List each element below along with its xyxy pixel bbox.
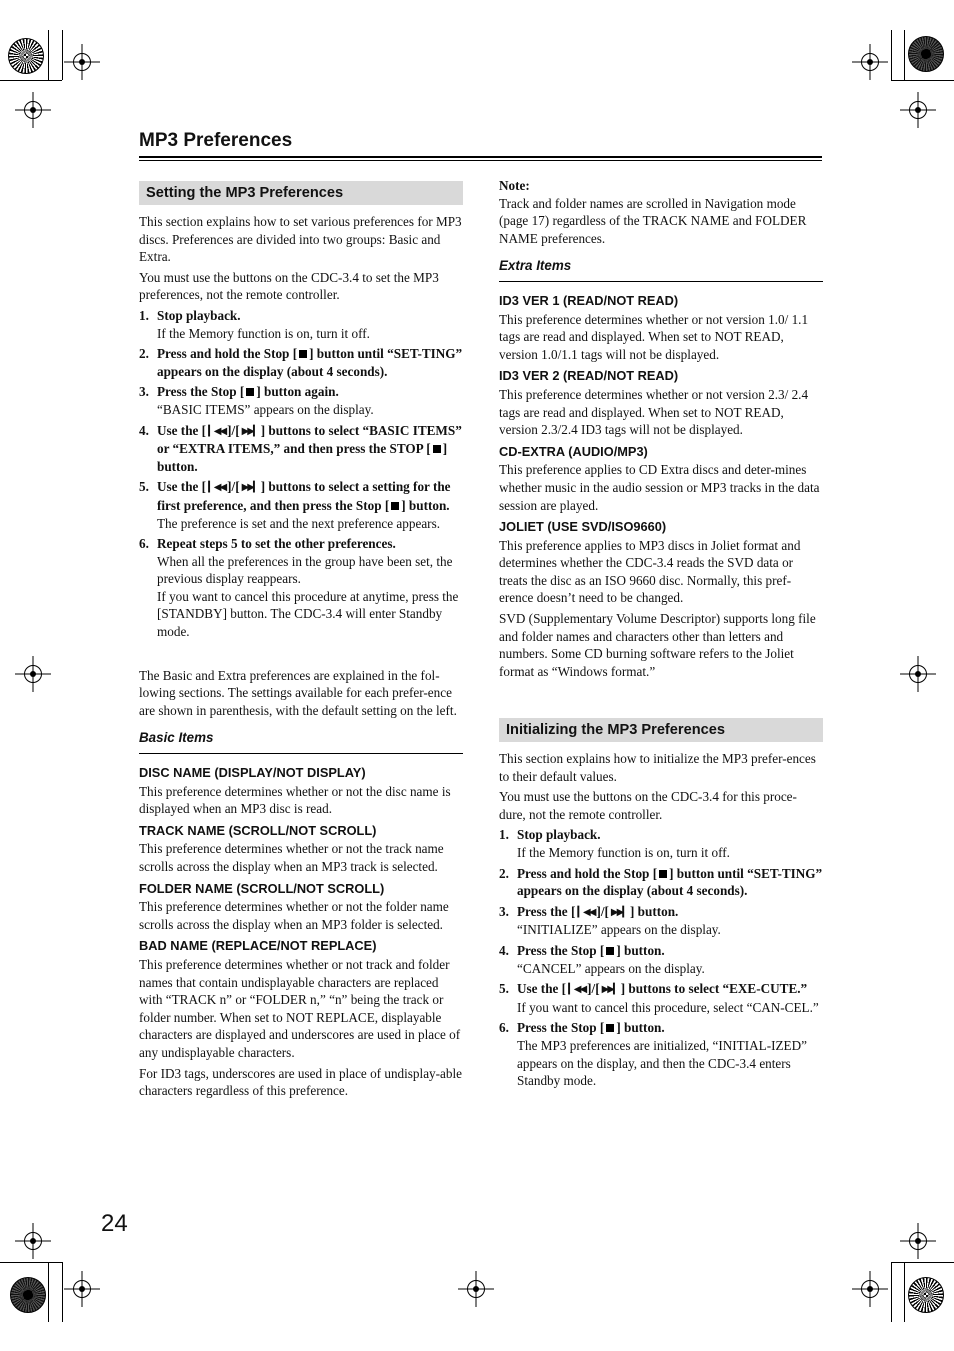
preference-title: FOLDER NAME (SCROLL/NOT SCROLL): [139, 880, 385, 896]
crop-mark: [891, 1262, 892, 1322]
step-number: 4.: [139, 422, 149, 438]
crop-mark: [891, 1262, 954, 1263]
step: [139, 383, 463, 418]
right-column-init: [499, 718, 823, 1093]
crop-mark: [48, 30, 49, 80]
step: [139, 307, 463, 342]
stop-icon: [246, 388, 254, 396]
preference-text: This preference determines whether or not the folder name scrolls across the display when an MP3 folder is selected.: [139, 899, 449, 932]
step: [139, 345, 463, 380]
step: [499, 826, 823, 861]
section-title: Setting the MP3 Preferences: [139, 181, 463, 205]
crosshair-icon: [24, 1232, 42, 1250]
step-number: 3.: [499, 903, 509, 919]
preference-title: DISC NAME (DISPLAY/NOT DISPLAY): [139, 765, 366, 781]
step-note: “CANCEL” appears on the display.: [517, 960, 705, 976]
stop-icon: [391, 502, 399, 510]
step-note: The MP3 preferences are initialized, “INITIAL-IZED” appears on the display, and then the CDC-3.4 enters Standby mode.: [517, 1037, 807, 1089]
crosshair-icon: [861, 1280, 879, 1298]
preference-text: This preference applies to CD Extra discs and deter-mines whether music in the audio session or MP3 tracks in the data session are played.: [499, 462, 820, 513]
crop-mark: [0, 1262, 62, 1263]
step-number: 1.: [499, 827, 509, 843]
step-number: 5.: [139, 479, 149, 495]
preference-title: ID3 VER 1 (READ/NOT READ): [499, 292, 679, 308]
paragraph: You must use the buttons on the CDC-3.4 for this proce-dure, not the remote controller.: [499, 789, 797, 822]
crosshair-icon: [24, 101, 42, 119]
step-title: Repeat steps 5 to set the other preferences.: [157, 536, 396, 552]
header-rule: [139, 156, 822, 158]
crosshair-icon: [24, 665, 42, 683]
preference-text: This preference determines whether or not the track name scrolls across the display when an MP3 track is selected.: [139, 841, 444, 874]
subsection-heading: Basic Items: [139, 729, 463, 754]
preference-title: JOLIET (USE SVD/ISO9660): [499, 519, 667, 535]
paragraph: SVD (Supplementary Volume Descriptor) supports long file and folder names and characters other than letters and numbers. Some CD burning software refers to the Joliet format as “Windows format.”: [499, 611, 816, 679]
paragraph: The Basic and Extra preferences are explained in the fol-lowing sections. The settings available for each prefer-ence are shown in parenthesis, with the default setting on the left.: [139, 667, 457, 718]
previous-icon: ▎◀◀: [577, 906, 595, 918]
preference-title: BAD NAME (REPLACE/NOT REPLACE): [139, 938, 377, 954]
page-title: MP3 Preferences: [139, 130, 293, 151]
step: [499, 903, 823, 939]
step-note: “INITIALIZE” appears on the display.: [517, 922, 721, 938]
stop-icon: [299, 350, 307, 358]
step: [139, 422, 463, 476]
crosshair-icon: [467, 1280, 485, 1298]
crosshair-icon: [909, 1232, 927, 1250]
stop-icon: [659, 870, 667, 878]
section-title: Initializing the MP3 Preferences: [499, 718, 823, 742]
step-title: Press the [ ▎◀◀ ]/[ ▶▶▎ ] button.: [517, 903, 823, 922]
step-title: Use the [ ▎◀◀ ]/[ ▶▶▎ ] buttons to select “EXE-CUTE.”: [517, 980, 823, 999]
step: [499, 1019, 823, 1089]
note-label: Note:: [499, 178, 530, 193]
step: [139, 478, 463, 532]
step-note: If the Memory function is on, turn it off.: [157, 325, 370, 341]
preference-title: ID3 VER 2 (READ/NOT READ): [499, 368, 679, 384]
crosshair-icon: [861, 53, 879, 71]
preference-title: CD-EXTRA (AUDIO/MP3): [499, 443, 648, 459]
preference-title: TRACK NAME (SCROLL/NOT SCROLL): [139, 822, 377, 838]
crop-mark: [62, 1262, 63, 1322]
stop-icon: [606, 947, 614, 955]
step-number: 1.: [139, 307, 149, 323]
preference-text: This preference applies to MP3 discs in Joliet format and determines whether the CDC-3.4 reads the SVD data or treats the disc as an ISO 9660 disc. Normally, this pref-erence doesn’t need to be changed.: [499, 537, 801, 606]
step-number: 5.: [499, 981, 509, 997]
next-icon: ▶▶▎: [601, 984, 619, 996]
step-title: Stop playback.: [157, 307, 241, 323]
step-title: Press the Stop [ ] button again.: [157, 384, 339, 400]
registration-star-icon: [908, 1277, 944, 1313]
crosshair-icon: [73, 53, 91, 71]
subsection-heading: Extra Items: [499, 257, 823, 282]
step-title: Press the Stop [ ] button.: [517, 1020, 665, 1036]
crosshair-icon: [73, 1280, 91, 1298]
step-title: Press and hold the Stop [ ] button until “SET-TING” appears on the display (about 4 seconds).: [517, 865, 823, 899]
step-note: The preference is set and the next preference appears.: [157, 515, 441, 531]
crop-mark: [62, 30, 63, 80]
registration-star-icon: [10, 1277, 46, 1313]
step-number: 2.: [499, 865, 509, 881]
step-note: If the Memory function is on, turn it off.: [517, 844, 730, 860]
step-number: 3.: [139, 384, 149, 400]
step-note: “BASIC ITEMS” appears on the display.: [157, 401, 374, 417]
paragraph: You must use the buttons on the CDC-3.4 to set the MP3 preferences, not the remote controller.: [139, 269, 439, 303]
step-title: Use the [ ▎◀◀ ]/[ ▶▶▎ ] buttons to select “BASIC ITEMS” or “EXTRA ITEMS,” and then press the STOP [ ] button.: [157, 422, 462, 474]
step-number: 4.: [499, 942, 509, 958]
previous-icon: ▎◀◀: [568, 984, 586, 996]
next-icon: ▶▶▎: [610, 906, 628, 918]
previous-icon: ▎◀◀: [208, 482, 226, 494]
step-title: Press and hold the Stop [ ] button until “SET-TING” appears on the display (about 4 seconds).: [157, 346, 463, 379]
crop-mark: [891, 80, 954, 81]
page-number: 24: [101, 1210, 128, 1237]
step-title: Stop playback.: [517, 827, 601, 843]
next-icon: ▶▶▎: [241, 482, 259, 494]
step-number: 6.: [499, 1020, 509, 1036]
step: [499, 865, 823, 900]
note-text: Track and folder names are scrolled in Navigation mode (page 17) regardless of the TRACK NAME and FOLDER NAME preferences.: [499, 195, 807, 246]
stop-icon: [606, 1024, 614, 1032]
next-icon: ▶▶▎: [241, 425, 259, 437]
crop-mark: [891, 30, 892, 80]
preference-text: This preference determines whether or not track and folder names that contain undisplayable characters are replaced with “TRACK n” or “FOLDER n,” “n” being the track or folder number. When set to NOT REPLACE, displayable characters are displayed and underscores are used in place of any undisplayable characters.: [139, 956, 461, 1060]
crop-mark: [904, 30, 905, 80]
crop-mark: [48, 1262, 49, 1322]
preference-text: This preference determines whether or not version 2.3/ 2.4 tags are read and displayed. When set to NOT READ, version 2.3/2.4 ID3 tags will not be displayed.: [499, 386, 809, 438]
step-number: 2.: [139, 346, 149, 362]
preference-text: This preference determines whether or not the disc name is displayed when an MP3 disc is read.: [139, 783, 451, 817]
step-title: Use the [ ▎◀◀ ]/[ ▶▶▎ ] buttons to select a setting for the first preference, and then press the Stop [ ] button.: [157, 479, 451, 513]
crosshair-icon: [909, 665, 927, 683]
stop-icon: [433, 445, 441, 453]
step: [139, 535, 463, 641]
crop-mark: [904, 1262, 905, 1322]
step: [499, 980, 823, 1016]
step-number: 6.: [139, 536, 149, 552]
header-rule: [139, 160, 822, 161]
previous-icon: ▎◀◀: [208, 425, 226, 437]
step-note: When all the preferences in the group have been set, the previous display reappears.: [157, 553, 453, 587]
right-column: [499, 177, 823, 683]
preference-text: This preference determines whether or not version 1.0/ 1.1 tags are read and displayed. When set to NOT READ, version 1.0/1.1 tags will not be displayed.: [499, 311, 809, 362]
paragraph: This section explains how to set various preferences for MP3 discs. Preferences are divided into two groups: Basic and Extra.: [139, 214, 462, 265]
crop-mark: [0, 80, 62, 81]
step-note: If you want to cancel this procedure at anytime, press the [STANDBY] button. The CDC-3.4 will enter Standby mode.: [157, 588, 459, 640]
paragraph: This section explains how to initialize the MP3 prefer-ences to their default values.: [499, 751, 816, 784]
paragraph: For ID3 tags, underscores are used in place of undisplay-able characters regardless of this preference.: [139, 1065, 462, 1099]
step-title: Press the Stop [ ] button.: [517, 942, 665, 958]
step-note: If you want to cancel this procedure, select “CAN-CEL.”: [517, 999, 819, 1015]
crosshair-icon: [909, 101, 927, 119]
step: [499, 942, 823, 977]
registration-star-icon: [8, 38, 44, 74]
registration-star-icon: [908, 36, 944, 72]
left-column: [139, 181, 463, 1103]
